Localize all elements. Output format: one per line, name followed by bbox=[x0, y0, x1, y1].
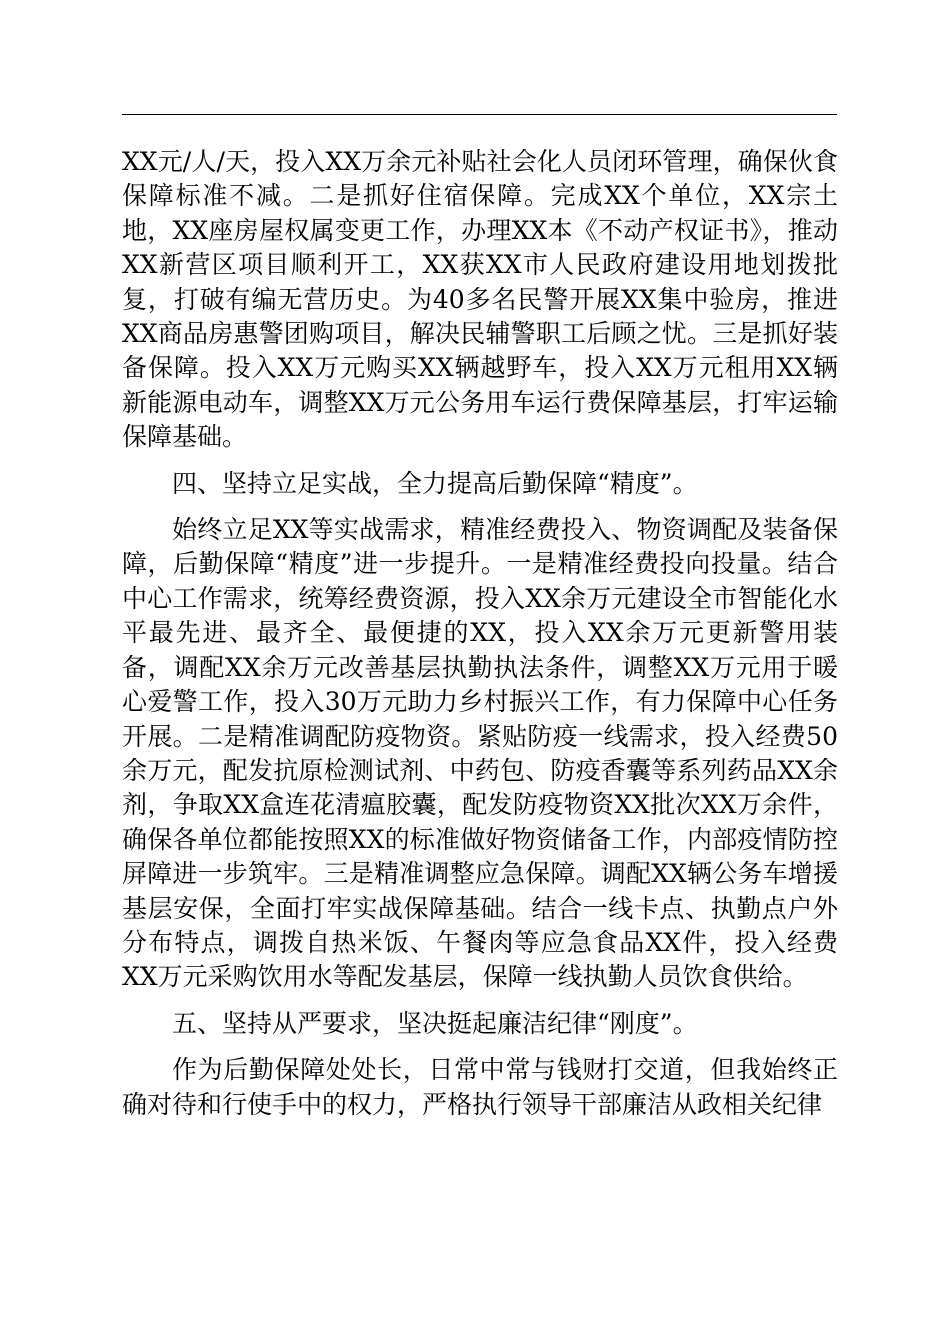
header-rule bbox=[122, 114, 837, 115]
paragraph-precision: 始终立足XX等实战需求，精准经费投入、物资调配及装备保障，后勤保障“精度”进一步提升。一是精准经费投向投量。结合中心工作需求，统筹经费资源，投入XX余万元建设全市智能化水平最先进、最齐全、最便捷的XX，投入XX余万元更新警用装备，调配XX余万元改善基层执勤执法条件，调整XX万元用于暖心爱警工作，投入30万元助力乡村振兴工作，有力保障中心任务开展。二是精准调配防疫物资。紧贴防疫一线需求，投入经费50余万元，配发抗原检测试剂、中药包、防疫香囊等系列药品XX余剂，争取XX盒连花清瘟胶囊，配发防疫物资XX批次XX万余件，确保各单位都能按照XX的标准做好物资储备工作，内部疫情防控屏障进一步筑牢。三是精准调整应急保障。调配XX辆公务车增援基层安保，全面打牢实战保障基础。结合一线卡点、执勤点户外分布特点，调拨自热米饭、午餐肉等应急食品XX件，投入经费XX万元采购饮用水等配发基层，保障一线执勤人员饮食供给。 bbox=[122, 515, 838, 992]
heading-section-four: 四、坚持立足实战，全力提高后勤保障“精度”。 bbox=[172, 468, 698, 498]
paragraph-housing-equipment: XX元/人/天，投入XX万余元补贴社会化人员闭环管理，确保伙食保障标准不减。二是抓好住宿保障。完成XX个单位，XX宗土地，XX座房屋权属变更工作，办理XX本《不动产权证书》，推动XX新营区项目顺利开工，XX获XX市人民政府建设用地划拨批复，打破有编无营历史。为40多名民警开展XX集中验房，推进XX商品房惠警团购项目，解决民辅警职工后顾之忧。三是抓好装备保障。投入XX万元购买XX辆越野车，投入XX万元租用XX辆新能源电动车，调整XX万元公务用车运行费保障基层，打牢运输保障基础。 bbox=[122, 147, 838, 452]
heading-section-five: 五、坚持从严要求，坚决挺起廉洁纪律“刚度”。 bbox=[172, 1008, 698, 1038]
document-body bbox=[122, 145, 838, 1122]
paragraph-integrity: 作为后勤保障处处长，日常中常与钱财打交道，但我始终正确对待和行使手中的权力，严格执行领导干部廉洁从政相关纪律 bbox=[122, 1055, 838, 1119]
